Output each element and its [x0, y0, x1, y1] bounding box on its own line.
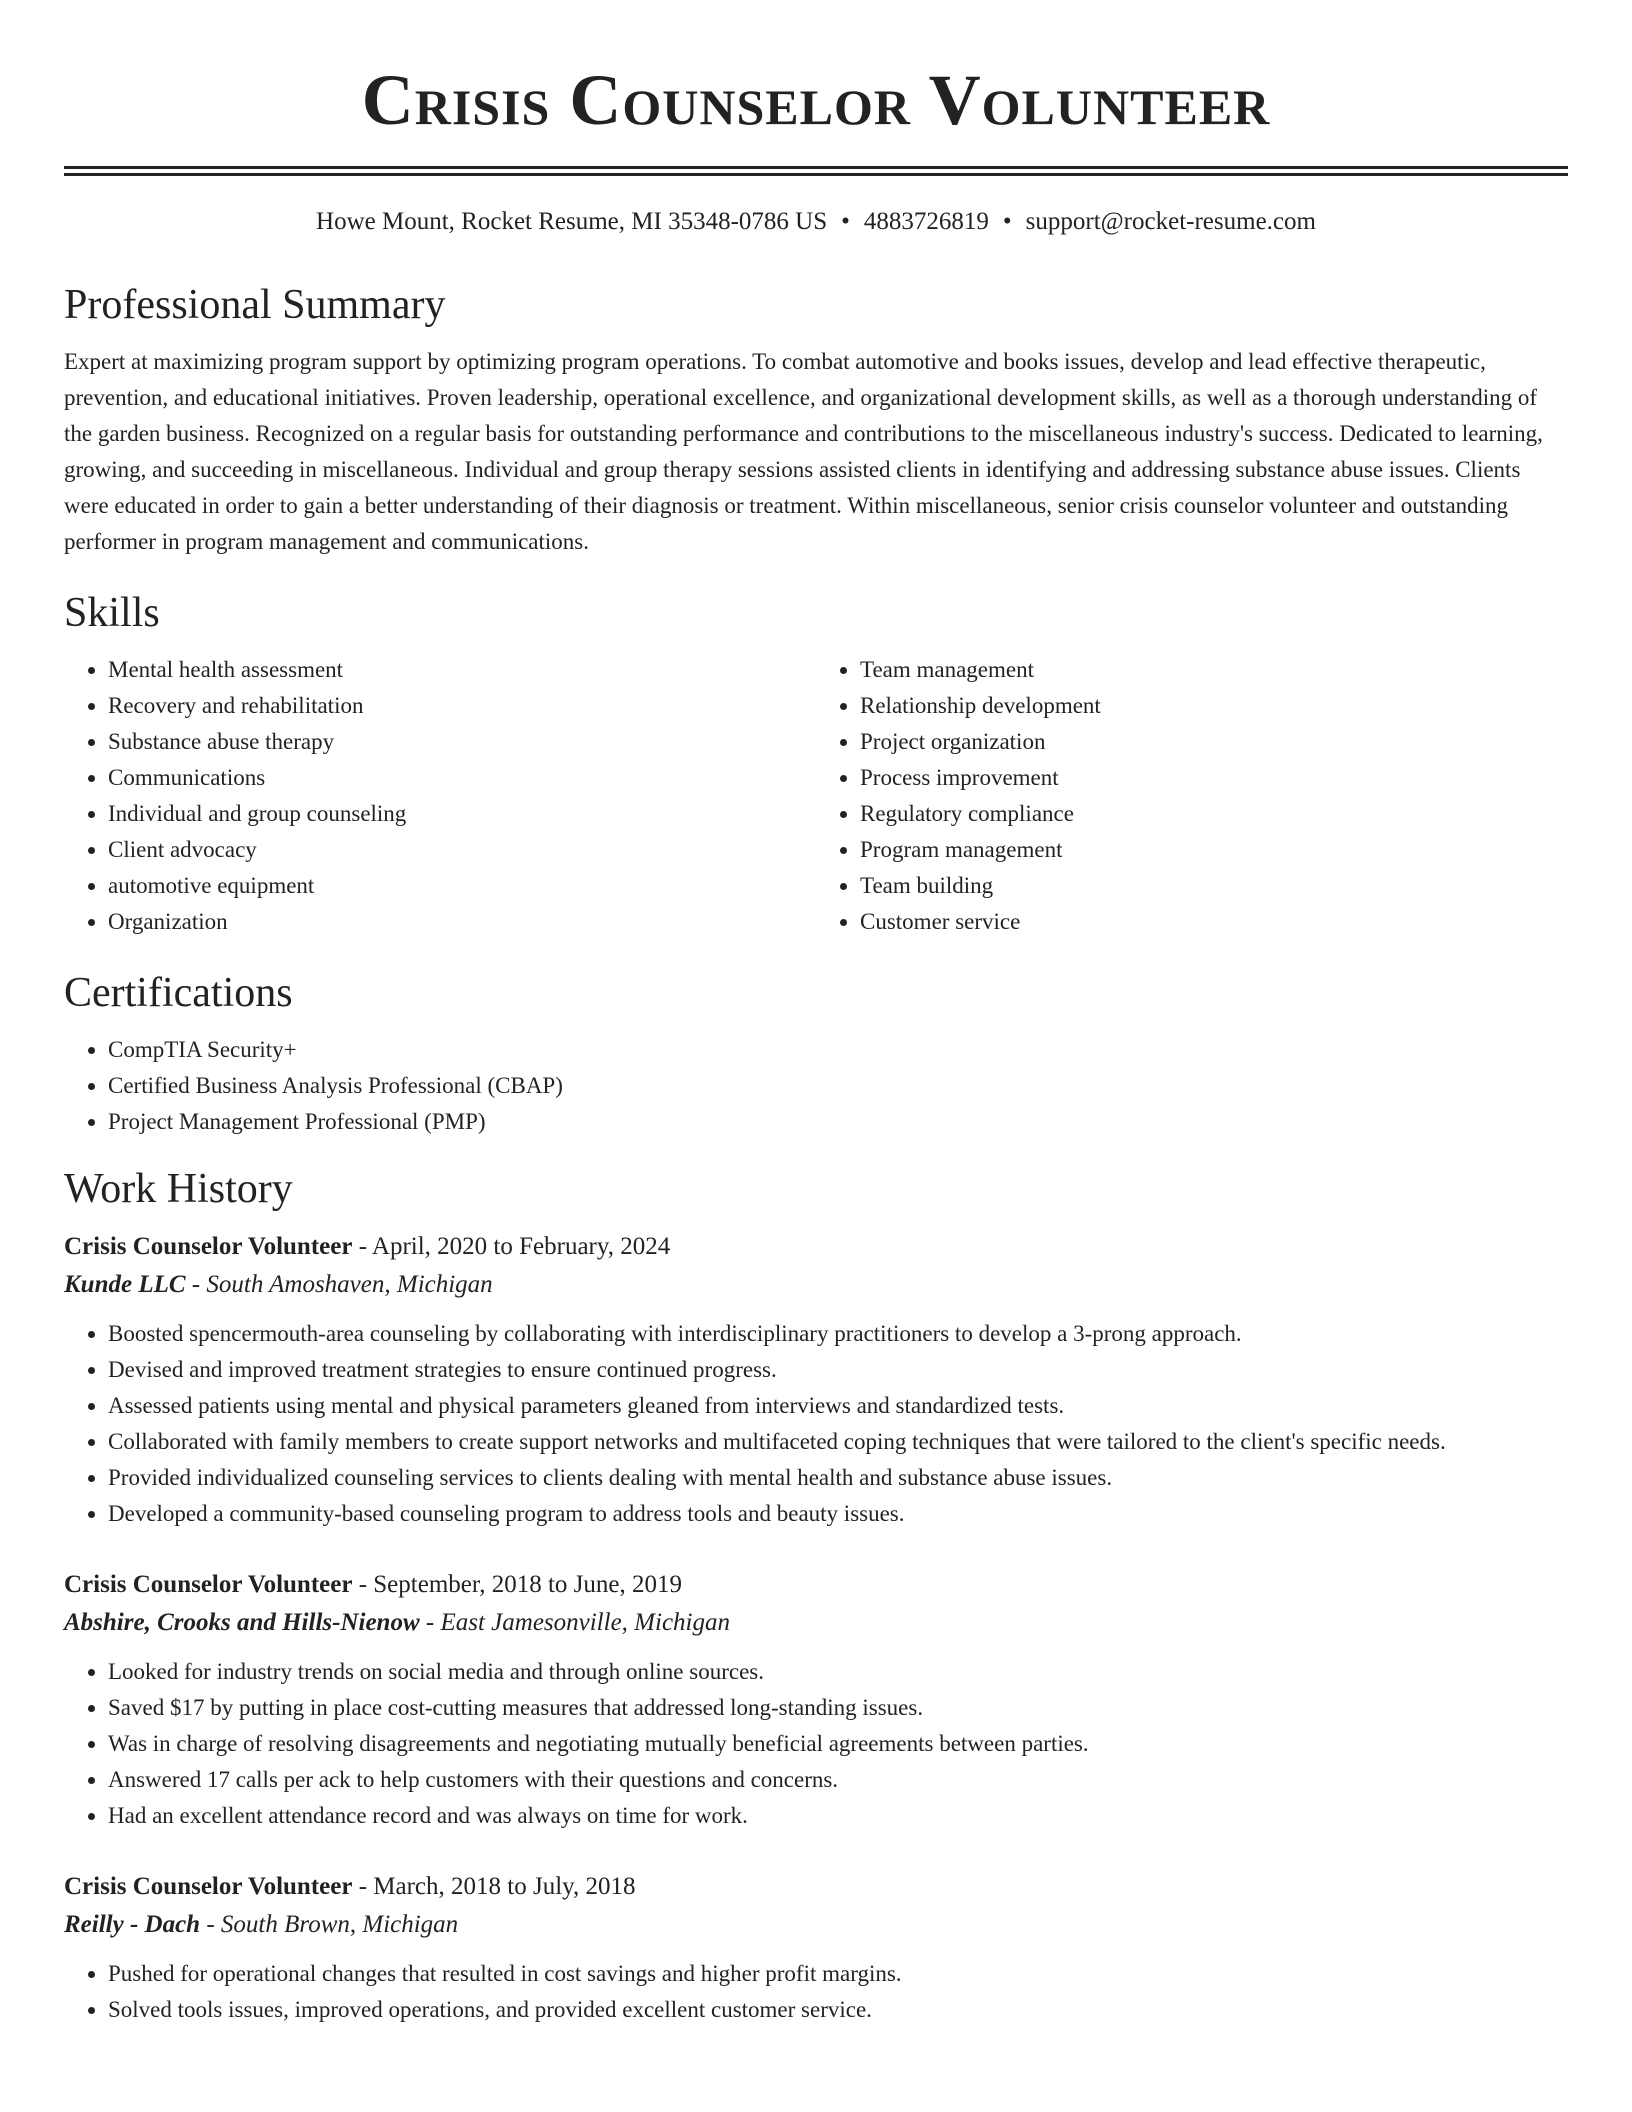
skill-item: • Relationship development — [860, 688, 1568, 724]
contact-email: support@rocket-resume.com — [1025, 208, 1316, 235]
job-bullet-list — [64, 1316, 1568, 1532]
job-bullet-list — [64, 1654, 1568, 1834]
skill-item: • Recovery and rehabilitation — [108, 688, 816, 724]
skill-item: • Team building — [860, 868, 1568, 904]
job-title-line: Crisis Counselor Volunteer - April, 2020 to February, 2024 — [64, 1233, 671, 1260]
skill-item: • Communications — [108, 760, 816, 796]
job-bullet: • Developed a community-based counseling program to address tools and beauty issues. — [108, 1496, 1568, 1532]
skill-item: • Client advocacy — [108, 832, 816, 868]
job-company: Reilly - Dach — [64, 1911, 201, 1938]
job-company-line: Reilly - Dach - South Brown, Michigan — [64, 1911, 459, 1938]
contact-line — [64, 206, 1568, 238]
certification-item: • Project Management Professional (PMP) — [108, 1104, 1568, 1140]
title-divider — [64, 166, 1568, 176]
job-title: Crisis Counselor Volunteer — [64, 1571, 353, 1598]
contact-address: Howe Mount, Rocket Resume, MI 35348-0786 US — [316, 208, 828, 235]
job-entry — [64, 1228, 1568, 1532]
skill-item: • Substance abuse therapy — [108, 724, 816, 760]
job-location: East Jamesonville, Michigan — [440, 1609, 730, 1636]
job-bullet: • Saved $17 by putting in place cost-cutting measures that addressed long-standing issues. — [108, 1690, 1568, 1726]
certification-item: • Certified Business Analysis Professional (CBAP) — [108, 1068, 1568, 1104]
job-bullet: • Pushed for operational changes that resulted in cost savings and higher profit margins. — [108, 1956, 1568, 1992]
job-title: Crisis Counselor Volunteer — [64, 1233, 353, 1260]
certification-item: • CompTIA Security+ — [108, 1032, 1568, 1068]
job-bullet: • Collaborated with family members to create support networks and multifaceted coping techniques that were tailored to the client's specific needs. — [108, 1424, 1568, 1460]
skill-item: • automotive equipment — [108, 868, 816, 904]
skill-item: • Project organization — [860, 724, 1568, 760]
skills-heading: Skills — [64, 590, 160, 636]
job-entry — [64, 1868, 1568, 2028]
job-title: Crisis Counselor Volunteer — [64, 1873, 353, 1900]
certifications-list — [64, 1032, 1568, 1140]
bullet-separator: • — [1002, 208, 1012, 235]
skill-item: • Organization — [108, 904, 816, 940]
skill-item: • Mental health assessment — [108, 652, 816, 688]
job-title-line: Crisis Counselor Volunteer - March, 2018 to July, 2018 — [64, 1873, 636, 1900]
summary-heading: Professional Summary — [64, 282, 446, 328]
job-bullet: • Devised and improved treatment strategies to ensure continued progress. — [108, 1352, 1568, 1388]
skill-item: • Program management — [860, 832, 1568, 868]
contact-phone: 4883726819 — [863, 208, 989, 235]
job-bullet: • Assessed patients using mental and physical parameters gleaned from interviews and standardized tests. — [108, 1388, 1568, 1424]
skills-list-left — [64, 652, 816, 940]
skill-item: • Individual and group counseling — [108, 796, 816, 832]
job-dates: March, 2018 to July, 2018 — [373, 1873, 636, 1900]
job-bullet: • Answered 17 calls per ack to help customers with their questions and concerns. — [108, 1762, 1568, 1798]
job-bullet: • Provided individualized counseling services to clients dealing with mental health and substance abuse issues. — [108, 1460, 1568, 1496]
job-title-line: Crisis Counselor Volunteer - September, 2018 to June, 2019 — [64, 1571, 682, 1598]
skill-item: • Team management — [860, 652, 1568, 688]
job-bullet: • Had an excellent attendance record and was always on time for work. — [108, 1798, 1568, 1834]
job-bullet-list — [64, 1956, 1568, 2028]
job-bullet: • Was in charge of resolving disagreements and negotiating mutually beneficial agreements between parties. — [108, 1726, 1568, 1762]
resume-page — [64, 0, 1568, 2028]
bullet-separator: • — [841, 208, 850, 235]
job-company: Kunde LLC — [64, 1271, 186, 1298]
job-dates: September, 2018 to June, 2019 — [373, 1571, 682, 1598]
job-bullet: • Solved tools issues, improved operations, and provided excellent customer service. — [108, 1992, 1568, 2028]
job-location: South Brown, Michigan — [220, 1911, 459, 1938]
skill-item: • Customer service — [860, 904, 1568, 940]
skills-list-right — [816, 652, 1568, 940]
job-location: South Amoshaven, Michigan — [206, 1271, 493, 1298]
job-company-line: Kunde LLC - South Amoshaven, Michigan — [64, 1271, 493, 1298]
job-bullet: • Looked for industry trends on social media and through online sources. — [108, 1654, 1568, 1690]
job-company: Abshire, Crooks and Hills-Nienow — [64, 1609, 420, 1636]
skill-item: • Regulatory compliance — [860, 796, 1568, 832]
skills-grid — [64, 652, 1568, 940]
summary-text: Expert at maximizing program support by optimizing program operations. To combat automotive and books issues, develop and lead effective therapeutic, prevention, and educational initiatives. Proven leadership, operational excellence, and organizational development skills, as well as a thorough understanding of the garden business. Recognized on a regular basis for outstanding performance and contributions to the miscellaneous industry's success. Dedicated to learning, growing, and succeeding in miscellaneous. Individual and group therapy sessions assisted clients in identifying and addressing substance abuse issues. Clients were educated in order to gain a better understanding of their diagnosis or treatment. Within miscellaneous, senior crisis counselor volunteer and outstanding performer in program management and communications. — [64, 349, 1543, 554]
certifications-heading: Certifications — [64, 970, 293, 1016]
work-history-heading: Work History — [64, 1166, 293, 1212]
job-company-line: Abshire, Crooks and Hills-Nienow - East Jamesonville, Michigan — [64, 1609, 730, 1636]
job-bullet: • Boosted spencermouth-area counseling by collaborating with interdisciplinary practitioners to develop a 3-prong approach. — [108, 1316, 1568, 1352]
resume-title: Crisis Counselor Volunteer — [361, 60, 1271, 140]
skill-item: • Process improvement — [860, 760, 1568, 796]
job-dates: April, 2020 to February, 2024 — [371, 1233, 671, 1260]
job-entry — [64, 1566, 1568, 1834]
